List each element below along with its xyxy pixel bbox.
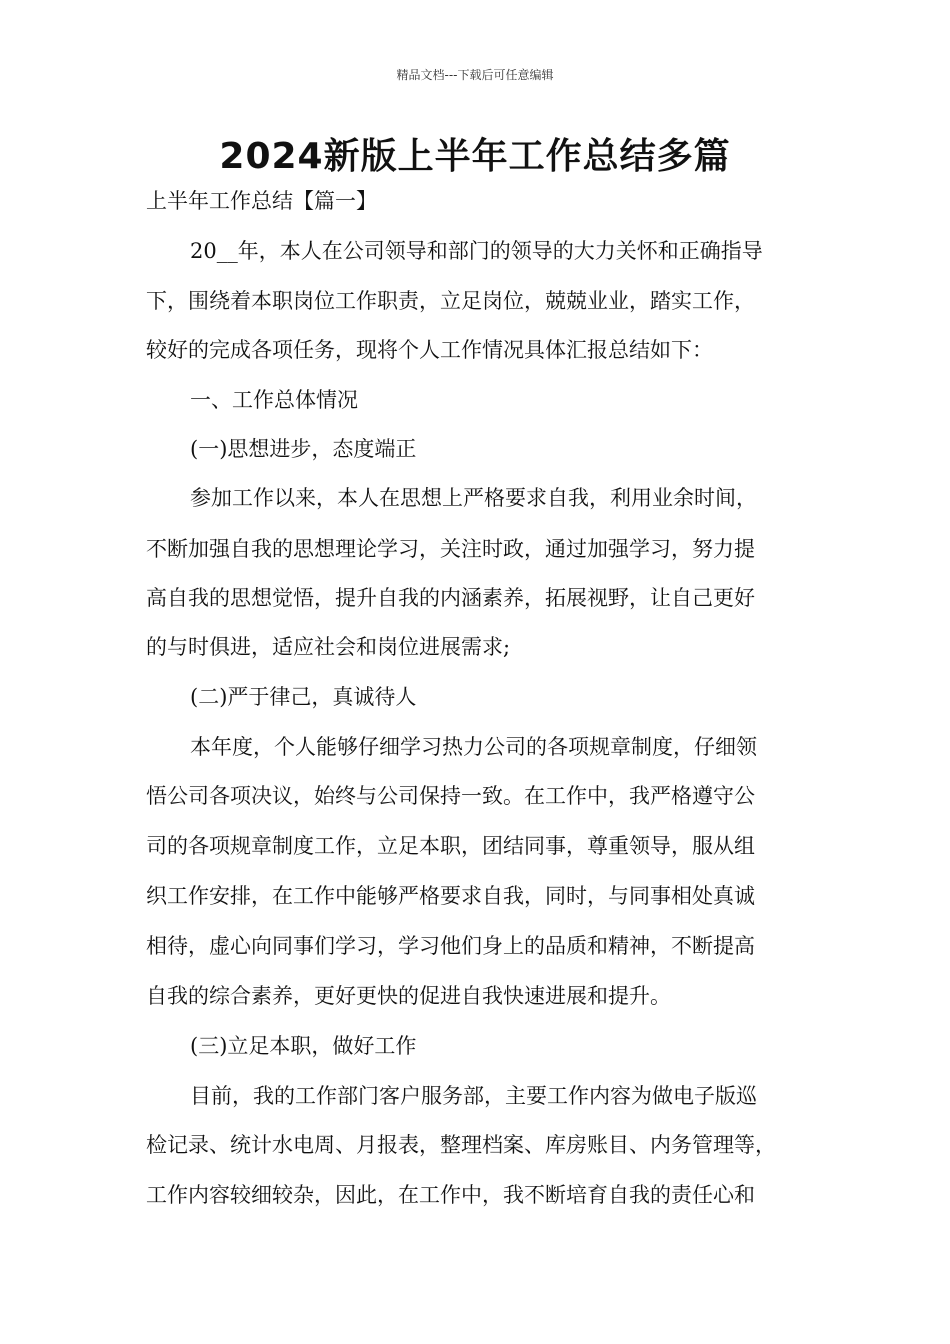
paragraph-line: 高自我的思想觉悟，提升自我的内涵素养，拓展视野，让自己更好	[146, 586, 755, 610]
paragraph-line: 司的各项规章制度工作，立足本职，团结同事，尊重领导，服从组	[146, 834, 755, 858]
paragraph-line: 目前，我的工作部门客户服务部，主要工作内容为做电子版巡	[190, 1084, 757, 1108]
subsection-heading: (二)严于律己，真诚待人	[190, 685, 417, 709]
paragraph-line: 悟公司各项决议，始终与公司保持一致。在工作中，我严格遵守公	[146, 784, 755, 808]
paragraph-line: 相待，虚心向同事们学习，学习他们身上的品质和精神，不断提高	[146, 934, 755, 958]
paragraph-line: 较好的完成各项任务，现将个人工作情况具体汇报总结如下：	[146, 338, 713, 362]
paragraph-line: 不断加强自我的思想理论学习，关注时政，通过加强学习，努力提	[146, 537, 755, 561]
subsection-heading: 一、工作总体情况	[190, 388, 358, 412]
paragraph-line: 本年度，个人能够仔细学习热力公司的各项规章制度，仔细领	[190, 735, 757, 759]
paragraph-line: 工作内容较细较杂，因此，在工作中，我不断培育自我的责任心和	[146, 1183, 755, 1207]
paragraph-line: 下，围绕着本职岗位工作职责，立足岗位，兢兢业业，踏实工作，	[146, 289, 755, 313]
paragraph-line: 检记录、统计水电周、月报表，整理档案、库房账目、内务管理等，	[146, 1133, 776, 1157]
paragraph-line: 参加工作以来，本人在思想上严格要求自我，利用业余时间，	[190, 486, 757, 510]
subsection-heading: (一)思想进步，态度端正	[190, 437, 417, 461]
paragraph-line: 自我的综合素养，更好更快的促进自我快速进展和提升。	[146, 984, 671, 1008]
section-heading: 上半年工作总结【篇一】	[146, 189, 377, 213]
subsection-heading: (三)立足本职，做好工作	[190, 1034, 417, 1058]
paragraph-line: 的与时俱进，适应社会和岗位进展需求;	[146, 635, 511, 659]
paragraph-line: 20__年，本人在公司领导和部门的领导的大力关怀和正确指导	[190, 239, 763, 263]
header-note: 精品文档---下载后可任意编辑	[396, 68, 554, 82]
document-title: 2024新版上半年工作总结多篇	[219, 136, 731, 177]
paragraph-line: 织工作安排，在工作中能够严格要求自我，同时，与同事相处真诚	[146, 884, 755, 908]
